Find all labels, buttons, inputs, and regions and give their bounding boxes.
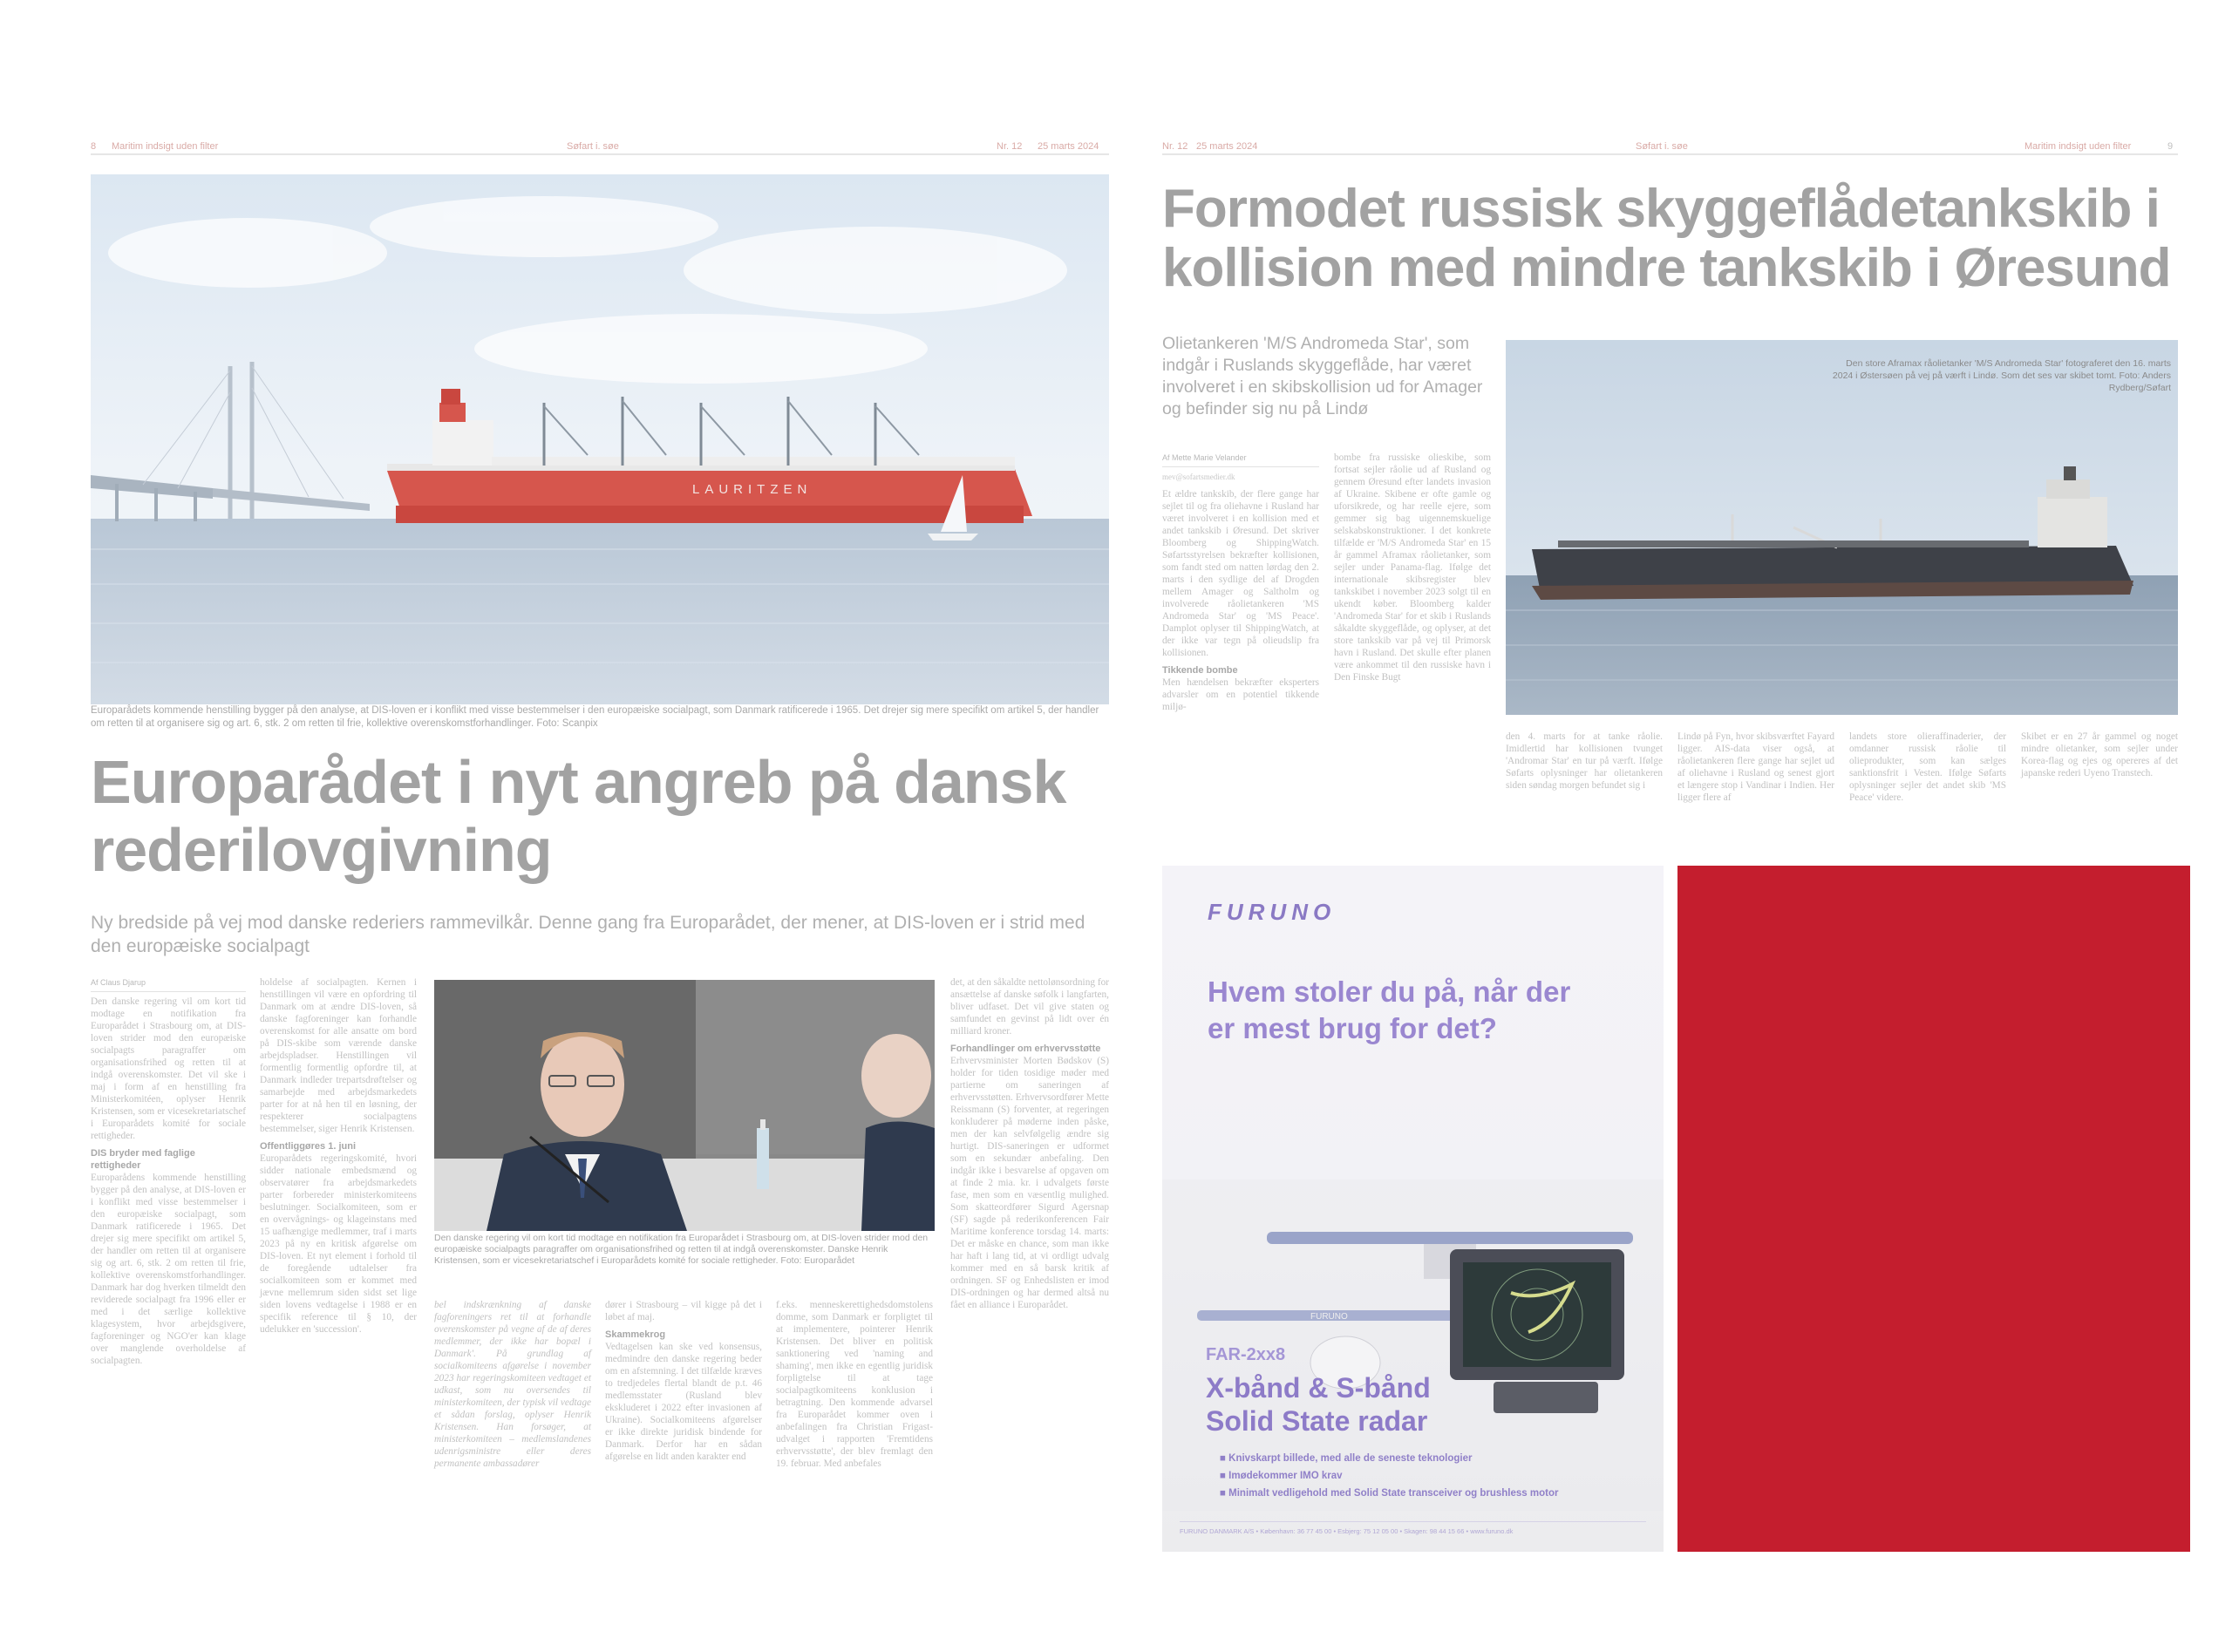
ad-bullet-3: ■ Minimalt vedligehold med Solid State transceiver og brushless motor — [1220, 1488, 1559, 1499]
left-col1-text-b: Europarådens kommende henstilling bygger på den analyse, at DIS-loven er i konflikt med visse bestemmelser i den europæiske socialpagt, som Danmark ratificerede i 1965. Det drejer sig mere specifikt om artikel 5, der handler om retten til at organisere sig og art. 6, stk. 2 om retten til frie, kollektive overenskomstforhandlinger. Danmark har dog hverken tilmeldt den reviderede socialpagt fra 1996 eller er med i det særlige kollektive klagesystem, hvor arbejdsgivere, fagforeninger og NGO'er kan klage over manglende overholdelse af socialpagten. — [91, 1173, 246, 1366]
left-article-col-3 — [434, 1299, 591, 1543]
left-col3a-text: bel indskrænkning af danske fagforeningers ret til at forhandle overenskomster på vegne af de af deres medlemmer, der ikke har bopæl i Danmark'. På grundlag af socialkomiteens afgørelse i november 2023 har regeringskomiteen vedtaget et udkast, som nu oversendes til ministerkomiteen, der typisk vil vedtage et sådan forslag, oplyser Henrik Kristensen. Han forsøger, at ministerkomiteen – medlemslandenes udenrigsministre eller deres permanente ambassadører — [434, 1300, 591, 1469]
inset-photo-caption: Den danske regering vil om kort tid modtage en notifikation fra Europarådet i Strasbourg om, at DIS-loven strider mod den europæiske socialpagts paragraffer om organisationsfrihed og retten til at indgå overenskomster. Danske Henrik Kristensen, som er vicesekretariatschef i Europarådets komité for sociale rettigheder. Foto: Europarådet — [434, 1233, 929, 1266]
right-issue: Nr. 12 — [1162, 141, 1188, 152]
right-col2-text: bombe fra russiske olieskibe, som fortsat sejler råolie ud af Rusland og gennem Øresund efter landets invasion af Ukraine. Skibene er ofte gamle og uforsikrede, og har reelle ejere, som gemmer sig bag uigennemskuelige selskabskonstruktioner. I det konkrete tilfælde er 'M/S Andromeda Star' en 15 år gammel Aframax råolietanker, som sejler under Panama-flag. Ifølge det internationale skibsregister blev tankskibet i november 2023 solgt til en ukendt køber. Bloomberg kalder 'Andromeda Star' for et skib i Ruslands såkaldte skyggeflåde, og oplyser, at det store tankskib var på vej til Primorsk havn i Rusland. Det skulle efter planen være ankommet til den russiske havn i Den Finske Bugt — [1334, 452, 1491, 683]
left-deck: Ny bredside på vej mod danske rederiers rammevilkår. Denne gang fra Europarådet, der mener, at DIS-loven er i strid med den europæiske socialpagt — [91, 913, 1085, 956]
left-article-col-2 — [260, 976, 417, 1335]
right-article-col-5 — [1849, 731, 2006, 819]
hull-lettering: LAURITZEN — [692, 482, 813, 497]
right-article-col-4 — [1677, 731, 1834, 819]
left-page-number: 8 — [91, 141, 97, 152]
ad-product-line-2: Solid State radar — [1206, 1405, 1428, 1437]
left-col3b-subhead: Skammekrog — [605, 1329, 666, 1340]
left-col4-text: det, at den såkaldte nettolønsordning for ansættelse af danske søfolk i langfarten, bliver udfaset. Det vil give staten og samfundet en gevinst på lidt over én milliard kroner. — [950, 977, 1109, 1037]
right-headline-line-2: kollision med mindre tankskib i Øresund — [1162, 238, 2171, 298]
left-headline-line-2: rederilovgivning — [91, 816, 552, 884]
right-byline-email: mev@sofartsmedier.dk — [1162, 472, 1235, 481]
right-byline: Af Mette Marie Velander — [1162, 452, 1319, 467]
left-col3c-text: f.eks. menneskerettighedsdomstolens domme, som Danmark er forpligtet til at implementere, pointerer Henrik Kristensen. Det bliver en politisk sanktionering ved 'naming and shaming', men ikke en egentlig juridisk forpligtelse til at tage socialpagtkomiteens konklusion i betragtning. Den kommende advarsel fra Europarådet kommer oven i anbefalingen fra Christian Frigast-udvalget i rapporten 'Fremtidens erhvervsstøtte', der blev fremlagt den 19. februar. Med anbefales — [776, 1300, 933, 1469]
right-deck: Olietankeren 'M/S Andromeda Star', som indgår i Ruslands skyggeflåde, har været involveret i en skibskollision ud for Amager og befinder sig nu på Lindø — [1162, 334, 1483, 418]
left-issue: Nr. 12 — [997, 141, 1023, 152]
left-article-col-5 — [776, 1299, 933, 1543]
right-date: 25 marts 2024 — [1196, 141, 1258, 152]
right-headline-line-1: Formodet russisk skyggeflådetankskib i — [1162, 179, 2160, 239]
left-col2-text: holdelse af socialpagten. Kernen i henstillingen vil være en opfordring til Danmark om at ændre DIS-loven, så danske fagforeninger kan forhandle overenskomst for alle ansatte om bord på DIS-skibe som værende danske arbejdspladser. Henstillingen vil formentlig formentlig opfordre til, at Danmark indleder trepartsdrøftelser og samarbejde med arbejdsmarkedets parter for at nå hen til en løsning, der respekterer socialpagtens bestemmelser, siger Henrik Kristensen. — [260, 977, 417, 1134]
ad-product-line-1: X-bånd & S-bånd — [1206, 1372, 1431, 1404]
left-article-col-4 — [605, 1299, 762, 1543]
left-byline: Af Claus Djarup — [91, 976, 246, 992]
ad-model-number: FAR-2xx8 — [1206, 1345, 1286, 1364]
left-col4-subhead: Forhandlinger om erhvervsstøtte — [950, 1044, 1101, 1054]
right-col6-text: Skibet er en 27 år gammel og noget mindre olietanker, som sejler under Korea-flag og ejes og opereres af det japanske rederi Uyeno Transtech. — [2021, 731, 2178, 778]
tanker-photo — [1506, 340, 2178, 715]
left-col1-text: Den danske regering vil om kort tid modtage en notifikation fra Europarådet i Strasbourg om, at DIS-loven strider mod den europæiske socialpagts paragraffer om organisationsfrihed og retten til at indgå overenskomster. Det vil ske i maj i form af en henstilling fra Ministerkomitéen, oplyser Henrik Kristensen, som er vicesekretariatschef i Europarådets komité for sociale rettigheder. — [91, 996, 246, 1141]
right-article-col-6 — [2021, 731, 2178, 819]
right-center-label: Søfart i. søe — [1636, 141, 1688, 152]
left-center-label: Søfart i. søe — [567, 141, 619, 152]
left-date: 25 marts 2024 — [1038, 141, 1099, 152]
right-col1-text-b: Men hændelsen bekræfter eksperters advarsler om en potentiel tikkende miljø- — [1162, 677, 1319, 712]
right-col5-text: landets store olieraffinaderier, der omdanner russisk råolie til olieprodukter, som kan sælges sanktionsfrit i Vesten. Ifølge Søfarts oplysninger sejler det andet skib 'MS Peace' videre. — [1849, 731, 2006, 803]
left-article-col-6 — [950, 976, 1109, 1543]
left-col2-subhead: Offentliggøres 1. juni — [260, 1141, 357, 1152]
antenna-label: FURUNO — [1310, 1312, 1348, 1322]
right-col4-text: Lindø på Fyn, hvor skibsværftet Fayard ligger. AIS-data viser også, at råolietankeren flere gange har sejlet ud af oliehavne i Rusland og senest gjort et længere stop i Vandinar i Indien. Her ligger flere af — [1677, 731, 1834, 803]
left-col3b-text-b: Vedtagelsen kan ske ved konsensus, medmindre den danske regering beder om en afstemning. I det tilfælde kræves to tredjedeles flertal blandt de p.t. 46 medlemsstater (Rusland blev ekskluderet i 2022 efter invasionen af Ukraine). Socialkomiteens afgørelser er ikke direkte juridisk bindende for Danmark. Derfor har en sådan afgørelse en lidt anden karakter end — [605, 1342, 762, 1462]
furuno-advertisement — [1162, 866, 1664, 1552]
red-advertisement-block — [1677, 866, 2190, 1552]
left-col4-text-b: Erhvervsminister Morten Bødskov (S) holder for tiden tosidige møder med partierne om saneringen af erhvervsstøtten. Erhvervsordfører Mette Reissmann (S) forventer, at regeringen konkluderer på møderne inden påske, men der kan selvfølgelig ændre sig hurtigt. DIS-saneringen er udformet som en sekundær anbefaling. Den indgår ikke i besvarelse af opgaven om at finde 2 mia. kr. i udvalgets første fase, men som en væsentlig mulighed. Som skatteordfører Sigurd Agersnap (SF) sagde på rederikonferencen Fair Maritime konference torsdag 14. marts: Det er måske en chance, som man ikke har haft i lang tid, at vi ordligt udvalg kommer med en så barsk kritik af ordningen. SF og Enhedslisten er imod DIS-ordningen og har dermed altså nu fået en alliance i Europarådet. — [950, 1056, 1109, 1310]
ad-bullet-1: ■ Knivskarpt billede, med alle de seneste teknologier — [1220, 1453, 1473, 1464]
ad-brand-logo: FURUNO — [1208, 899, 1337, 925]
right-col1-subhead: Tikkende bombe — [1162, 665, 1238, 676]
left-photo-caption: Europarådets kommende henstilling bygger på den analyse, at DIS-loven er i konflikt med visse bestemmelser i den europæiske socialpagt, som Danmark ratificerede i 1965. Det drejer sig mere specifikt om artikel 5, der handler om retten til at organisere sig og art. 6, stk. 2 om retten til frie, kollektive overenskomstforhandlinger. Foto: Scanpix — [91, 705, 1099, 729]
right-article-col-3 — [1506, 731, 1663, 819]
right-section-name: Maritim indsigt uden filter — [2024, 141, 2132, 152]
ad-tagline-2: er mest brug for det? — [1208, 1012, 1497, 1044]
ad-bullet-2: ■ Imødekommer IMO krav — [1220, 1471, 1343, 1481]
ad-bullet-list — [1220, 1450, 1558, 1502]
left-col2-text-b: Europarådets regeringskomité, hvori sidder nationale embedsmænd og observatører fra arbejdsmarkedets parter forbereder ministerkomiteens beslutninger. Socialkomiteen, som er en overvågnings- og klageinstans med 15 uafhængige medlemmer, traf i marts 2023 på ny en kritisk afgørelse om DIS-loven. Et nyt element i forhold til de foregående udtalelser fra socialkomiteen som er kommet med jævne mellemrum siden sidst set lige siden lovens vedtagelse i 1988 er en specifik reference til § 10, der udelukker en 'succession'. — [260, 1153, 417, 1335]
right-article-col-1 — [1162, 452, 1319, 819]
right-article-col-2 — [1334, 452, 1491, 819]
bulk-carrier-photo — [91, 174, 1109, 704]
tanker-photo-caption: Den store Aframax råolietanker 'M/S Andromeda Star' fotograferet den 16. marts 2024 i Østersøen på vej på værft i Lindø. Som det ses var skibet tomt. Foto: Anders Rydberg/Søfart — [1832, 358, 2171, 393]
left-header-rule — [91, 153, 1109, 155]
left-article-col-1 — [91, 976, 246, 1543]
ad-tagline-1: Hvem stoler du på, når der — [1208, 976, 1571, 1008]
left-section-name: Maritim indsigt uden filter — [112, 141, 219, 152]
right-header-rule — [1162, 153, 2178, 155]
left-col3b-text: dører i Strasbourg – vil kigge på det i løbet af maj. — [605, 1300, 762, 1322]
left-col1-subhead: DIS bryder med faglige rettigheder — [91, 1148, 195, 1171]
right-col1-text: Et ældre tankskib, der flere gange har sejlet til og fra oliehavne i Rusland har været involveret i en kollision med et andet tankskib i Øresund. Det skriver Bloomberg og ShippingWatch. Søfartsstyrelsen bekræfter kollisionen, som fandt sted om natten lørdag den 2. marts i den sydlige del af Drogden mellem Amager og Saltholm og involverede råolietankeren 'MS Andromeda Star' og 'MS Peace'. Damplot oplyser til ShippingWatch, at der ikke var tegn på olieudslip fra kollisionen. — [1162, 489, 1319, 658]
ad-footer-contacts: FURUNO DANMARK A/S • København: 36 77 45 00 • Esbjerg: 75 12 05 00 • Skagen: 98 44 15 66 • www.furuno.dk — [1180, 1521, 1646, 1535]
speaker-photo — [434, 980, 935, 1231]
right-page-number: 9 — [2167, 141, 2174, 152]
left-headline-line-1: Europarådet i nyt angreb på dansk — [91, 748, 1066, 816]
right-col3-text: den 4. marts for at tanke råolie. Imidlertid har kollisionen tvunget 'Andromar Star' en tur på værft. Ifølge Søfarts oplysninger har olietankeren siden søndag morgen befundet sig i — [1506, 731, 1663, 791]
